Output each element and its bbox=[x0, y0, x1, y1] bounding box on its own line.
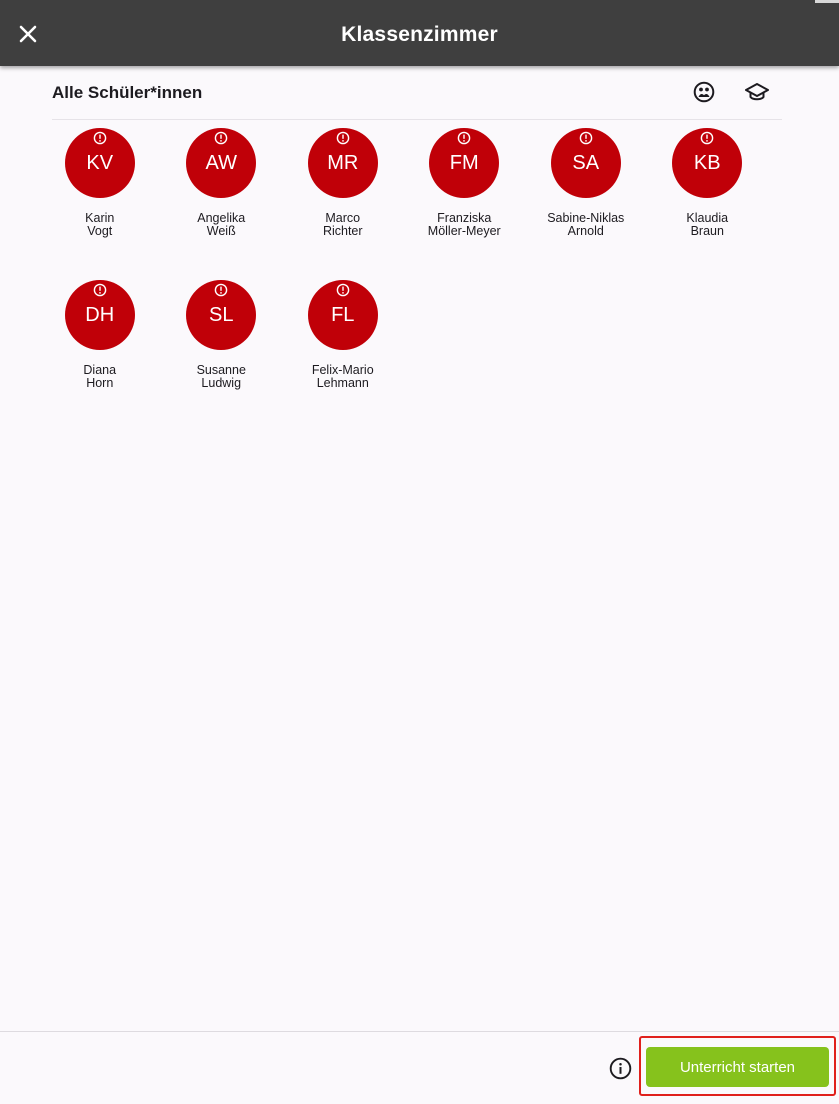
student-last-name: Möller-Meyer bbox=[427, 224, 501, 238]
student-last-name: Arnold bbox=[567, 224, 604, 238]
student-first-name: Felix-Mario bbox=[311, 363, 374, 377]
student-tile[interactable] bbox=[282, 280, 404, 432]
student-tile[interactable] bbox=[161, 280, 283, 432]
student-name bbox=[686, 212, 728, 238]
avatar bbox=[672, 128, 742, 198]
student-first-name: Angelika bbox=[197, 211, 246, 225]
avatar bbox=[429, 128, 499, 198]
avatar bbox=[186, 128, 256, 198]
avatar bbox=[308, 128, 378, 198]
student-tile[interactable] bbox=[525, 128, 647, 280]
page-title: Klassenzimmer bbox=[341, 23, 498, 46]
avatar bbox=[65, 128, 135, 198]
student-tile[interactable] bbox=[39, 128, 161, 280]
group-face-icon bbox=[692, 80, 716, 104]
student-first-name: Marco bbox=[325, 211, 361, 225]
student-first-name: Diana bbox=[83, 363, 117, 377]
alert-circle-icon bbox=[336, 131, 350, 145]
alert-circle-icon bbox=[579, 131, 593, 145]
student-last-name: Horn bbox=[86, 376, 114, 390]
student-name bbox=[83, 364, 116, 390]
student-tile[interactable] bbox=[404, 128, 526, 280]
graduation-cap-icon bbox=[744, 80, 770, 104]
alert-circle-icon bbox=[214, 131, 228, 145]
student-name bbox=[85, 212, 114, 238]
avatar-initials: KV bbox=[86, 152, 114, 174]
student-name bbox=[312, 364, 374, 390]
avatar bbox=[186, 280, 256, 350]
student-first-name: Susanne bbox=[196, 363, 246, 377]
student-last-name: Lehmann bbox=[316, 376, 369, 390]
student-tile[interactable] bbox=[282, 128, 404, 280]
student-name bbox=[197, 212, 245, 238]
student-last-name: Richter bbox=[322, 224, 363, 238]
student-last-name: Braun bbox=[690, 224, 724, 238]
student-name bbox=[547, 212, 624, 238]
avatar bbox=[308, 280, 378, 350]
avatar-initials: MR bbox=[327, 152, 359, 174]
student-last-name: Ludwig bbox=[201, 376, 242, 390]
avatar-initials: SA bbox=[572, 152, 600, 174]
avatar-initials: DH bbox=[85, 304, 115, 326]
student-last-name: Weiß bbox=[206, 224, 236, 238]
avatar-initials: FL bbox=[331, 304, 355, 326]
student-first-name: Karin bbox=[85, 211, 115, 225]
student-name bbox=[197, 364, 246, 390]
student-grid bbox=[39, 128, 789, 432]
student-first-name: Klaudia bbox=[686, 211, 729, 225]
group-view-button[interactable] bbox=[690, 78, 718, 106]
avatar bbox=[551, 128, 621, 198]
student-first-name: Franziska bbox=[437, 211, 492, 225]
alert-circle-icon bbox=[457, 131, 471, 145]
avatar-initials: SL bbox=[209, 304, 234, 326]
student-tile[interactable] bbox=[647, 128, 769, 280]
section-header bbox=[52, 78, 782, 120]
avatar bbox=[65, 280, 135, 350]
student-last-name: Vogt bbox=[87, 224, 113, 238]
student-name bbox=[428, 212, 501, 238]
student-first-name: Sabine-Niklas bbox=[547, 211, 625, 225]
alert-circle-icon bbox=[93, 283, 107, 297]
student-name bbox=[323, 212, 363, 238]
info-button[interactable] bbox=[609, 1057, 632, 1080]
student-tile[interactable] bbox=[39, 280, 161, 432]
teacher-view-button[interactable] bbox=[743, 78, 771, 106]
alert-circle-icon bbox=[214, 283, 228, 297]
info-icon bbox=[609, 1057, 632, 1080]
avatar-initials: KB bbox=[693, 152, 721, 174]
alert-circle-icon bbox=[336, 283, 350, 297]
student-tile[interactable] bbox=[161, 128, 283, 280]
top-app-bar bbox=[0, 0, 839, 66]
alert-circle-icon bbox=[93, 131, 107, 145]
avatar-initials: AW bbox=[205, 152, 237, 174]
section-title: Alle Schüler*innen bbox=[52, 83, 203, 102]
alert-circle-icon bbox=[700, 131, 714, 145]
start-lesson-button[interactable]: Unterricht starten bbox=[646, 1047, 829, 1087]
avatar-initials: FM bbox=[449, 152, 479, 174]
